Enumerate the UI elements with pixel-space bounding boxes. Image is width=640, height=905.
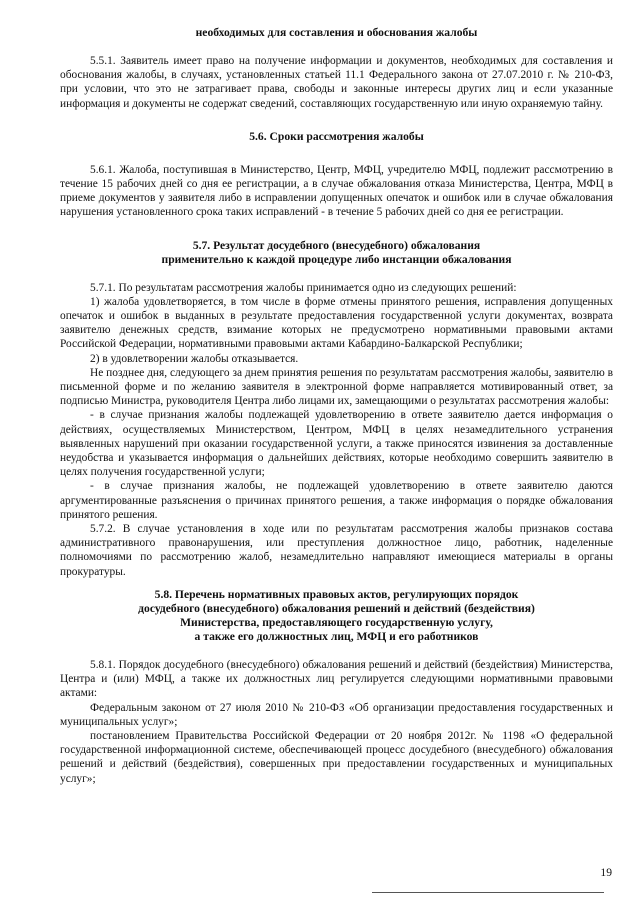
- paragraph-5-7-1: 5.7.1. По результатам рассмотрения жалобы принимается одно из следующих решений:: [90, 281, 517, 294]
- page-number: 19: [600, 866, 612, 879]
- heading-5-8-line4: а также его должностных лиц, МФЦ и его работников: [194, 629, 479, 643]
- paragraph-5-7-1-item2: 2) в удовлетворении жалобы отказывается.: [90, 352, 299, 365]
- paragraph-satisfied-case: - в случае признания жалобы подлежащей удовлетворению в ответе заявителю дается информация о действиях, осуществляемых Министерством, Центром, МФЦ в целях незамедлительного устранения выявленных нарушений при оказании государственной услуги, а также приносятся извинения за доставленные неудобства и указывается информация о дальнейших действиях, которые необходимо совершить заявителю в целях получения государственной услуги;: [60, 409, 613, 479]
- paragraph-response-deadline: Не позднее дня, следующего за днем принятия решения по результатам рассмотрения жалобы, заявителю в письменной форме и по желанию заявителя в электронной форме направляется мотивированный ответ, за подписью Министра, руководителя Центра либо лицами их, замещающими о результатах рассмотрения жалобы:: [60, 366, 613, 408]
- paragraph-5-7-1-item1: 1) жалоба удовлетворяется, в том числе в форме отмены принятого решения, исправления допущенных опечаток и ошибок в выданных в результате предоставления государственной услуги документах, возврата заявителю денежных средств, взимание которых не предусмотрено нормативными правовыми актами Российской Федерации, нормативными правовыми актами Кабардино-Балкарской Республики;: [60, 295, 613, 351]
- heading-5-8-line3: Министерства, предоставляющего государственную услугу,: [180, 615, 493, 629]
- paragraph-government-decree: постановлением Правительства Российской Федерации от 20 ноября 2012г. № 1198 «О федеральной государственной информационной системе, обеспечивающей процесс досудебного (внесудебного) обжалования решений и действий (бездействия), совершенных при предоставлении государственных и муниципальных услуг»;: [60, 729, 613, 785]
- document-page: [60, 26, 613, 786]
- heading-complaint-docs: необходимых для составления и обоснования жалобы: [195, 26, 478, 39]
- paragraph-5-7-2: 5.7.2. В случае установления в ходе или по результатам рассмотрения жалобы признаков состава административного правонарушения, или преступления должностное лицо, работник, наделенные полномочиями по рассмотрению жалоб, незамедлительно направляют имеющиеся материалы в органы прокуратуры.: [60, 523, 613, 578]
- footer-rule: [372, 892, 604, 893]
- paragraph-5-8-1: 5.8.1. Порядок досудебного (внесудебного) обжалования решений и действий (бездействия) Министерства, Центра и (или) МФЦ, а также их должностных лиц регулируется следующими нормативными правовыми актами:: [60, 658, 613, 700]
- paragraph-5-6-1: 5.6.1. Жалоба, поступившая в Министерство, Центр, МФЦ, учредителю МФЦ, подлежит рассмотрению в течение 15 рабочих дней со дня ее регистрации, а в случае обжалования отказа Министерства, Центра, МФЦ в приеме документов у заявителя либо в исправлении допущенных опечаток и ошибок или в случае обжалования нарушения установленного срока таких исправлений - в течение 5 рабочих дней со дня ее регистрации.: [60, 163, 613, 219]
- heading-5-8-line2: досудебного (внесудебного) обжалования решений и действий (бездействия): [138, 601, 535, 615]
- heading-5-6: 5.6. Сроки рассмотрения жалобы: [249, 129, 424, 143]
- heading-5-7-line2: применительно к каждой процедуре либо инстанции обжалования: [161, 252, 512, 266]
- heading-5-8-line1: 5.8. Перечень нормативных правовых актов, регулирующих порядок: [154, 587, 519, 601]
- paragraph-federal-law: Федеральным законом от 27 июля 2010 № 210-ФЗ «Об организации предоставления государственных и муниципальных услуг»;: [60, 701, 613, 728]
- paragraph-5-5-1: 5.5.1. Заявитель имеет право на получение информации и документов, необходимых для составления и обоснования жалобы, в случаях, установленных статьей 11.1 Федерального закона от 27.07.2010 г. № 210-ФЗ, при условии, что это не затрагивает права, свободы и законные интересы других лиц и если указанные информация и документы не содержат сведений, составляющих государственную или иную охраняемую тайну.: [60, 55, 613, 110]
- paragraph-rejected-case: - в случае признания жалобы, не подлежащей удовлетворению в ответе заявителю даются аргументированные разъяснения о причинах принятого решения, а также информация о порядке обжалования принятого решения.: [60, 480, 613, 521]
- heading-5-7-line1: 5.7. Результат досудебного (внесудебного) обжалования: [192, 238, 481, 252]
